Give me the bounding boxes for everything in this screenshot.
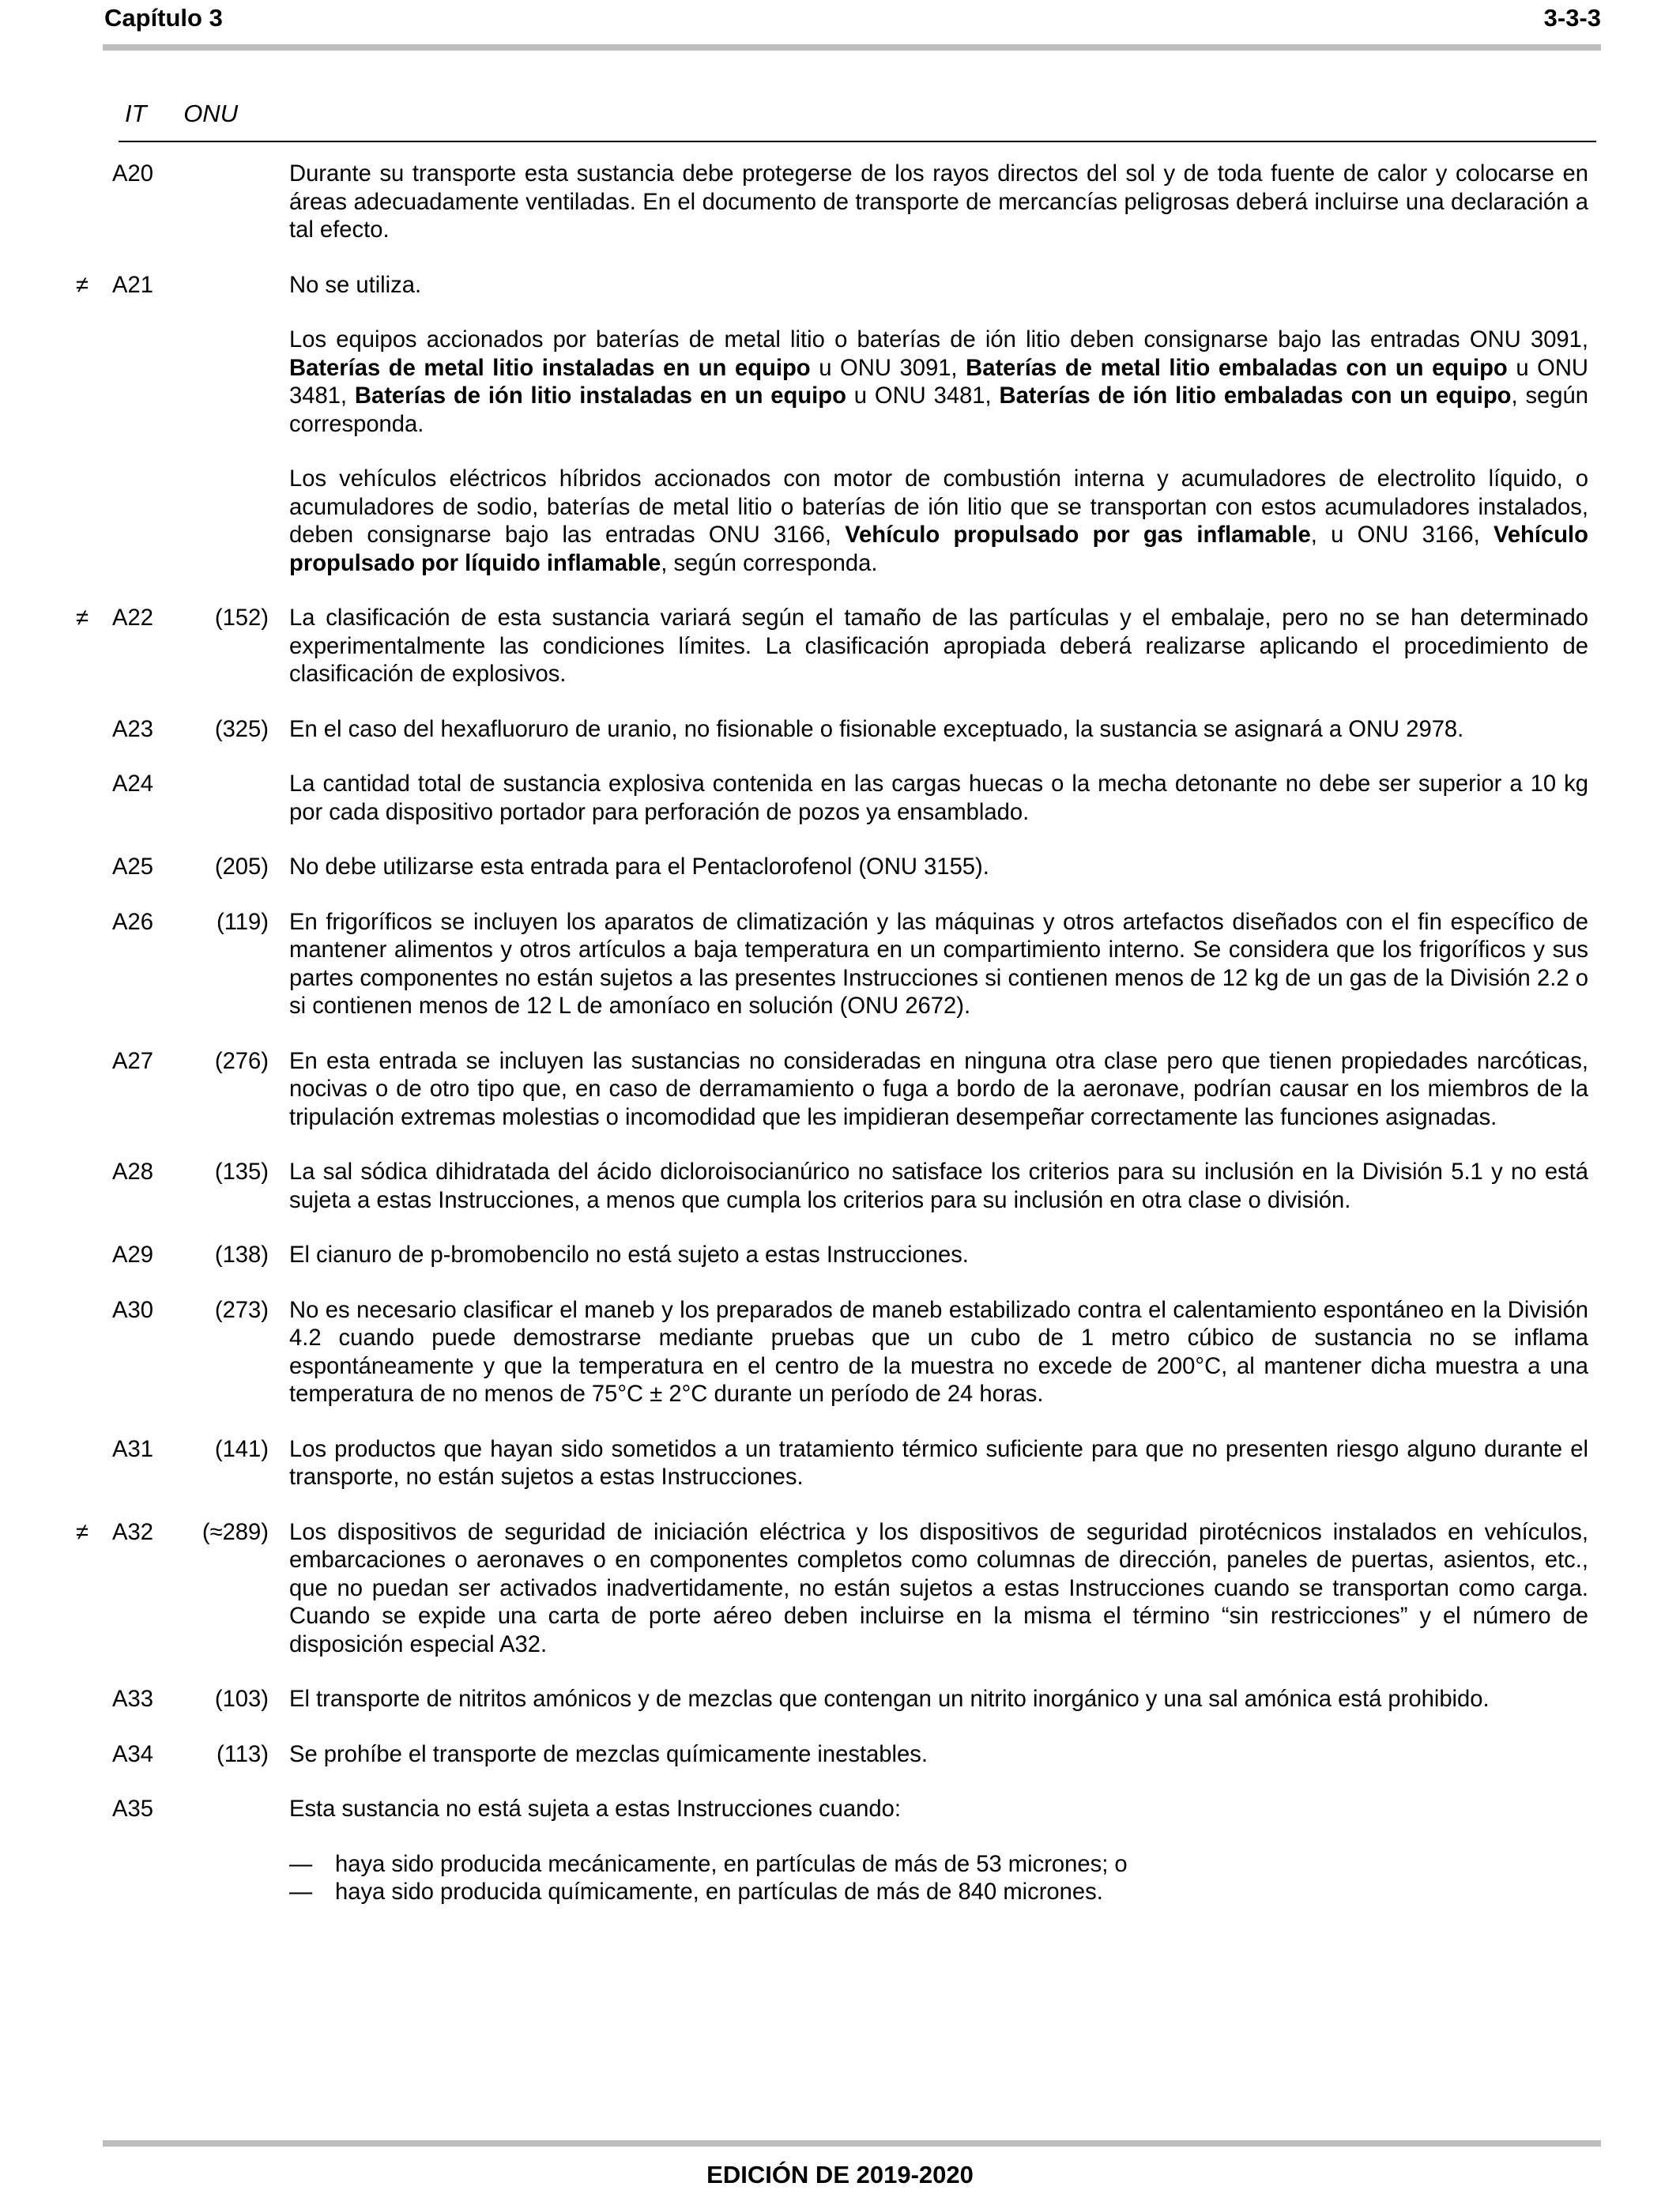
onu-reference: (273) [214,1297,269,1323]
provision-entry [0,854,1680,882]
provision-code: A33 [112,1687,153,1712]
provision-paragraph [289,771,1588,827]
text-run: En frigoríficos se incluyen los aparatos de climatización y las máquinas y otros artefactos diseñados con el fin específico de mantener alimentos y otros artículos a baja temperatura en un compartimiento interno. Se considera que los frigoríficos y sus partes componentes no están sujetos a las presentes Instrucciones si contienen menos de 12 kg de un gas de la División 2.2 o si contienen menos de 12 L de amoníaco en solución (ONU 2672). [289,909,1588,1019]
provision-entry [0,1686,1680,1714]
bullet-text: haya sido producida mecánicamente, en partículas de más de 53 micrones; o [335,1851,1128,1877]
provision-paragraph [289,160,1588,245]
edition-footer: EDICIÓN DE 2019-2020 [706,2161,974,2188]
chapter-title: Capítulo 3 [104,4,223,32]
provision-entry [0,160,1680,245]
provision-description [289,1297,1588,1409]
provision-code: A31 [112,1436,153,1462]
provision-description [289,605,1588,689]
text-run: El cianuro de p-bromobencilo no está sujeto a estas Instrucciones. [289,1242,969,1268]
provision-code: A20 [112,161,153,187]
column-header-rule [119,141,1596,142]
provision-paragraph [289,909,1588,1021]
provision-description [289,1519,1588,1660]
text-run: Los vehículos eléctricos híbridos accionados con motor de combustión interna y acumuladores de electrolito líquido, o acumuladores de sodio, baterías de metal litio o baterías de ión litio que se transportan con estos acumuladores instalados, deben consignarse bajo las entradas ONU 3166, [289,466,1588,548]
onu-reference: (325) [214,716,269,742]
provision-description [289,716,1588,745]
provision-paragraph [289,272,1588,300]
onu-reference: (138) [214,1242,269,1268]
provision-description [289,272,1588,579]
provision-description [289,1242,1588,1270]
provision-code: A26 [112,909,153,935]
provision-paragraph [289,1242,1588,1270]
provision-entry [0,272,1680,579]
provision-entry [0,716,1680,745]
provision-entry [0,909,1680,1021]
provision-code: A24 [112,771,153,797]
text-run: En esta entrada se incluyen las sustancias no consideradas en ninguna otra clase pero que tienen propiedades narcóticas, nocivas o de otro tipo que, en caso de derramamiento o fuga a bordo de la aeronave, podrían causar en los miembros de la tripulación extremas molestias o incomodidad que les impidieran desempeñar correctamente las funciones asignadas. [289,1048,1588,1130]
provision-paragraph [289,326,1588,439]
provision-entry [0,771,1680,827]
provision-code: A30 [112,1297,153,1323]
provision-code: A22 [112,605,153,631]
provision-entry [0,1297,1680,1409]
onu-reference: (141) [214,1436,269,1462]
onu-reference: (119) [217,909,269,935]
provision-paragraph [289,1159,1588,1215]
text-run: Durante su transporte esta sustancia debe protegerse de los rayos directos del sol y de toda fuente de calor y colocarse en áreas adecuadamente ventiladas. En el documento de transporte de mercancías peligrosas deberá incluirse una declaración a tal efecto. [289,161,1588,243]
bold-entry-name: Baterías de ión litio embaladas con un equipo [999,383,1512,409]
text-run: , u ONU 3166, [1310,522,1494,548]
provision-paragraph [289,1796,1588,1824]
text-run: u ONU 3481, [289,355,1589,409]
provision-description [289,909,1588,1021]
provision-code: A28 [112,1159,153,1185]
page-number: 3-3-3 [1543,4,1601,32]
provision-code: A23 [112,716,153,742]
provision-entry [0,1242,1680,1270]
provision-code: A32 [112,1519,153,1545]
bold-entry-name: Vehículo propulsado por gas inflamable [845,522,1311,548]
footer-rule [103,2140,1601,2147]
provision-code: A21 [112,272,153,298]
bullet-item [289,1879,1588,1907]
provision-code: A25 [112,854,153,880]
provision-description [289,1686,1588,1714]
provision-description [289,160,1588,245]
onu-reference: (152) [214,605,269,631]
onu-reference: (103) [214,1687,269,1712]
onu-reference: (205) [214,854,269,880]
provision-description [289,1159,1588,1215]
provision-description [289,771,1588,827]
bold-entry-name: Baterías de metal litio instaladas en un equipo [289,355,811,381]
provision-paragraph [289,716,1588,745]
provision-entry [0,1796,1680,1907]
provision-paragraph [289,1297,1588,1409]
provision-code: A27 [112,1048,153,1074]
provision-paragraph [289,854,1588,882]
onu-reference: (≈289) [202,1519,269,1545]
provision-description [289,1436,1588,1492]
provision-paragraph [289,466,1588,578]
provision-entry [0,1741,1680,1770]
provision-entry [0,605,1680,689]
provision-paragraph [289,1519,1588,1660]
text-run: El transporte de nitritos amónicos y de mezclas que contengan un nitrito inorgánico y una sal amónica está prohibido. [289,1687,1490,1712]
text-run: No es necesario clasificar el maneb y los preparados de maneb estabilizado contra el calentamiento espontáneo en la División 4.2 cuando puede demostrarse mediante pruebas que un cubo de 1 metro cúbico de sustancia no se inflama espontáneamente y que la temperatura en el centro de la muestra no excede de 200°C, al mantener dicha muestra a una temperatura de no menos de 75°C ± 2°C durante un período de 24 horas. [289,1297,1588,1407]
bold-entry-name: Baterías de ión litio instaladas en un equipo [354,383,846,409]
revision-mark: ≠ [76,272,89,298]
text-run: , según corresponda. [661,550,878,576]
bullet-item [289,1851,1588,1879]
text-run: u ONU 3091, [810,355,966,381]
text-run: No se utiliza. [289,272,422,298]
em-dash-bullet: — [289,1851,313,1877]
bullet-list [289,1851,1588,1907]
column-headers [125,100,238,128]
text-run: La cantidad total de sustancia explosiva contenida en las cargas huecas o la mecha detonante no debe ser superior a 10 kg por cada dispositivo portador para perforación de pozos ya ensamblado. [289,771,1588,825]
provision-paragraph [289,1436,1588,1492]
provision-description [289,854,1588,882]
special-provisions-list [0,160,1680,1934]
provision-description [289,1048,1588,1133]
bold-entry-name: Baterías de metal litio embaladas con un equipo [966,355,1508,381]
provision-entry [0,1159,1680,1215]
provision-paragraph [289,1686,1588,1714]
text-run: En el caso del hexafluoruro de uranio, no fisionable o fisionable exceptuado, la sustancia se asignará a ONU 2978. [289,716,1464,742]
provision-code: A34 [112,1741,153,1767]
text-run: Se prohíbe el transporte de mezclas químicamente inestables. [289,1741,928,1767]
onu-reference: (135) [214,1159,269,1185]
provision-entry [0,1519,1680,1660]
text-run: Esta sustancia no está sujeta a estas Instrucciones cuando: [289,1796,901,1822]
text-run: La sal sódica dihidratada del ácido dicloroisocianúrico no satisface los criterios para su inclusión en la División 5.1 y no está sujeta a estas Instrucciones, a menos que cumpla los criterios para su inclusión en otra clase o división. [289,1159,1588,1213]
revision-mark: ≠ [76,605,89,631]
text-run: Los productos que hayan sido sometidos a un tratamiento térmico suficiente para que no presenten riesgo alguno durante el transporte, no están sujetos a estas Instrucciones. [289,1436,1588,1490]
text-run: Los equipos accionados por baterías de metal litio o baterías de ión litio deben consignarse bajo las entradas ONU 3091, [289,327,1588,352]
onu-reference: (113) [217,1741,269,1767]
provision-entry [0,1436,1680,1492]
bullet-text: haya sido producida químicamente, en partículas de más de 840 micrones. [335,1879,1103,1905]
text-run: , según corresponda. [289,383,1588,437]
onu-reference: (276) [214,1048,269,1074]
provision-entry [0,1048,1680,1133]
provision-description [289,1796,1588,1907]
em-dash-bullet: — [289,1879,313,1905]
text-run: No debe utilizarse esta entrada para el Pentaclorofenol (ONU 3155). [289,854,989,880]
provision-paragraph [289,1048,1588,1133]
column-header-onu: ONU [183,100,239,127]
provision-code: A35 [112,1796,153,1822]
text-run: La clasificación de esta sustancia variará según el tamaño de las partículas y el embalaje, pero no se han determinado experimentalmente las condiciones límites. La clasificación apropiada deberá realizarse aplicando el procedimiento de clasificación de explosivos. [289,605,1588,687]
text-run: u ONU 3481, [846,383,1000,409]
provision-paragraph [289,605,1588,689]
bold-entry-name: Vehículo propulsado por líquido inflamable [289,522,1588,576]
provision-description [289,1741,1588,1770]
provision-paragraph [289,1741,1588,1770]
column-header-it: IT [125,100,147,127]
header-rule [103,44,1601,51]
text-run: Los dispositivos de seguridad de iniciación eléctrica y los dispositivos de seguridad pirotécnicos instalados en vehículos, embarcaciones o aeronaves o en componentes completos como columnas de dirección, paneles de puertas, asientos, etc., que no puedan ser activados inadvertidamente, no están sujetos a estas Instrucciones cuando se transportan como carga. Cuando se expide una carta de porte aéreo deben incluirse en la misma el término “sin restricciones” y el número de disposición especial A32. [289,1519,1588,1657]
provision-code: A29 [112,1242,153,1268]
page-header [104,0,1601,36]
revision-mark: ≠ [76,1519,89,1545]
